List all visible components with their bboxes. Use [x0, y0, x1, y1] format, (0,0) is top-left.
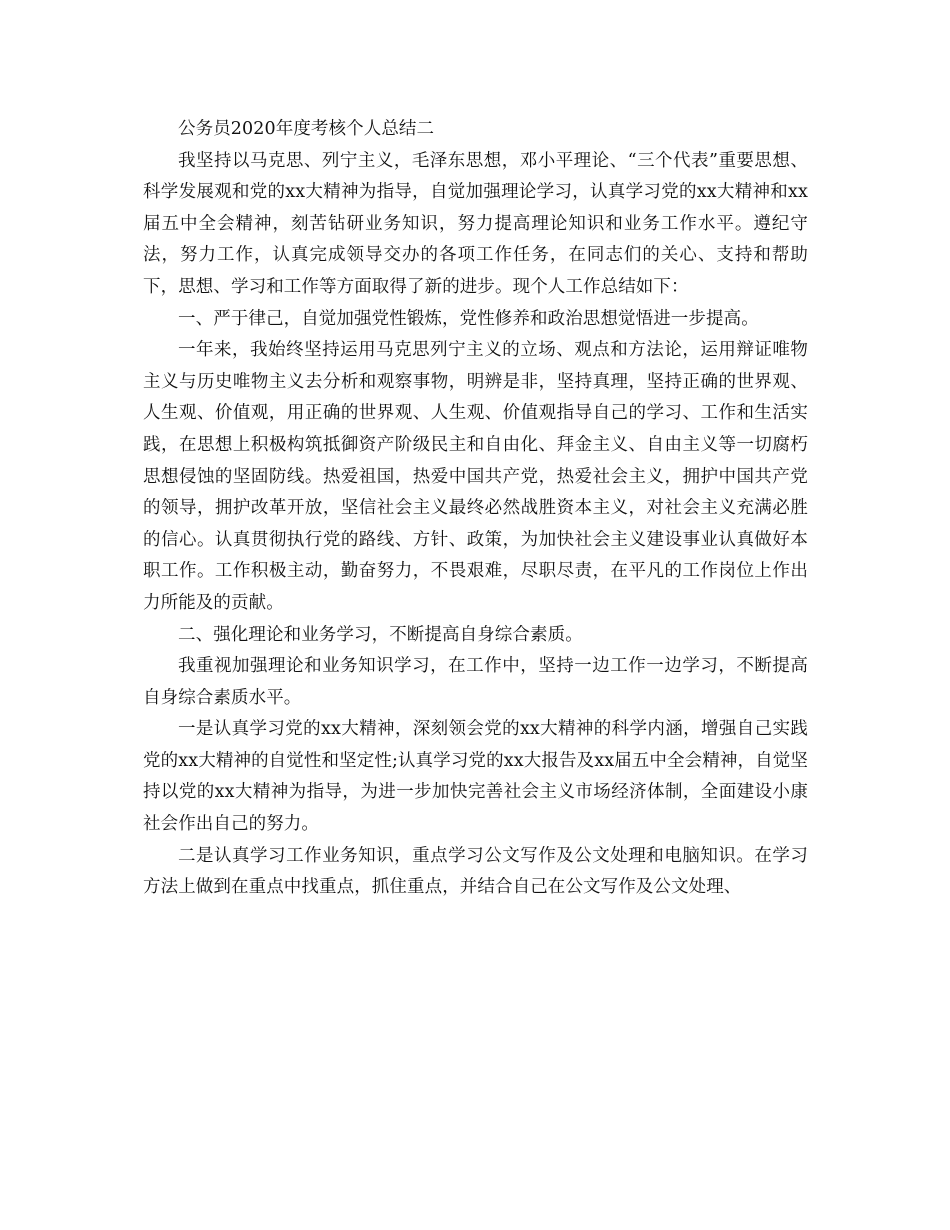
- paragraph-point-1: 一是认真学习党的xx大精神，深刻领会党的xx大精神的科学内涵，增强自己实践党的xx大精神的自觉性和坚定性;认真学习党的xx大报告及xx届五中全会精神，自觉坚持以党的xx大精神为指导，为进一步加快完善社会主义市场经济体制，全面建设小康社会作出自己的努力。: [143, 719, 808, 835]
- paragraph-intro: 我坚持以马克思、列宁主义，毛泽东思想，邓小平理论、“三个代表”重要思想、科学发展观和党的xx大精神为指导，自觉加强理论学习，认真学习党的xx大精神和xx届五中全会精神，刻苦钻研业务知识，努力提高理论知识和业务工作水平。遵纪守法，努力工作，认真完成领导交办的各项工作任务，在同志们的关心、支持和帮助下，思想、学习和工作等方面取得了新的进步。现个人工作总结如下：: [143, 150, 808, 297]
- document-body: [143, 114, 808, 904]
- section-heading-2: 二、强化理论和业务学习，不断提高自身综合素质。: [178, 624, 583, 645]
- document-title: 公务员2020年度考核个人总结二: [178, 119, 435, 139]
- paragraph-section-1: 一年来，我始终坚持运用马克思列宁主义的立场、观点和方法论，运用辩证唯物主义与历史唯物主义去分析和观察事物，明辨是非，坚持真理，坚持正确的世界观、人生观、价值观，用正确的世界观、人生观、价值观指导自己的学习、工作和生活实践，在思想上积极构筑抵御资产阶级民主和自由化、拜金主义、自由主义等一切腐朽思想侵蚀的坚固防线。热爱祖国，热爱中国共产党，热爱社会主义，拥护中国共产党的领导，拥护改革开放，坚信社会主义最终必然战胜资本主义，对社会主义充满必胜的信心。认真贯彻执行党的路线、方针、政策，为加快社会主义建设事业认真做好本职工作。工作积极主动，勤奋努力，不畏艰难，尽职尽责，在平凡的工作岗位上作出力所能及的贡献。: [143, 340, 808, 613]
- paragraph-point-2: 二是认真学习工作业务知识，重点学习公文写作及公文处理和电脑知识。在学习方法上做到在重点中找重点，抓住重点，并结合自己在公文写作及公文处理、: [143, 845, 808, 898]
- paragraph-section-2-intro: 我重视加强理论和业务知识学习，在工作中，坚持一边工作一边学习，不断提高自身综合素质水平。: [143, 656, 808, 708]
- section-heading-1: 一、严于律己，自觉加强党性锻炼，党性修养和政治思想觉悟进一步提高。: [178, 308, 759, 329]
